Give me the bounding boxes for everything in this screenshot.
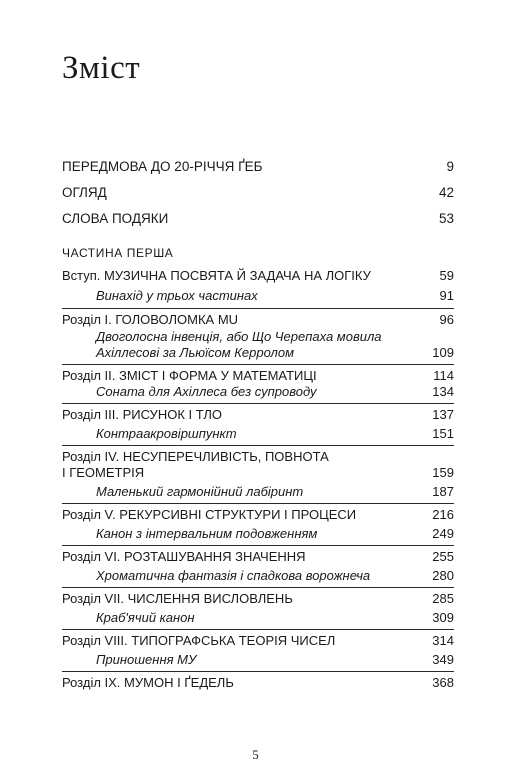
toc-entry-label: Вступ. МУЗИЧНА ПОСВЯТА Й ЗАДАЧА НА ЛОГІКУ (62, 268, 371, 283)
divider (62, 445, 454, 446)
toc-entry-page: 216 (432, 507, 454, 522)
divider (62, 308, 454, 309)
toc-entry-label: ПЕРЕДМОВА ДО 20-РІЧЧЯ ҐЕБ (62, 159, 263, 174)
toc-entry-page: 255 (432, 549, 454, 564)
toc-entry-label: Розділ V. РЕКУРСИВНІ СТРУКТУРИ І ПРОЦЕСИ (62, 507, 357, 522)
page-title: Зміст (62, 50, 141, 86)
toc-entry-label: Ахіллесові за Льюїсом Керролом (96, 345, 294, 360)
toc-entry-label: ОГЛЯД (62, 185, 107, 200)
toc-entry-label: Канон з інтервальним подовженням (96, 526, 318, 541)
toc-entry-page: 159 (432, 465, 454, 480)
toc-entry-page: 42 (438, 185, 454, 200)
toc-entry-label: Розділ VIII. ТИПОГРАФСЬКА ТЕОРІЯ ЧИСЕЛ (62, 633, 336, 648)
toc-entry-page: 285 (432, 591, 454, 606)
toc-entry-page: 109 (432, 345, 454, 360)
toc-entry-label: Розділ VI. РОЗТАШУВАННЯ ЗНАЧЕННЯ (62, 549, 306, 564)
divider (62, 364, 454, 365)
toc-entry-page: 96 (439, 312, 454, 327)
toc-entry-page: 134 (432, 384, 454, 399)
toc-entry-page: 314 (432, 633, 454, 648)
divider (62, 629, 454, 630)
toc-entry-label: Розділ III. РИСУНОК І ТЛО (62, 407, 223, 422)
toc-entry-label: Двоголосна інвенція, або Що Черепаха мовила (96, 329, 382, 344)
toc-entry-page: 280 (432, 568, 454, 583)
toc-entry-label: Краб'ячий канон (96, 610, 195, 625)
toc-entry-label: Соната для Ахіллеса без супроводу (96, 384, 317, 399)
divider (62, 503, 454, 504)
toc-entry-label: Розділ I. ГОЛОВОЛОМКА MU (62, 312, 239, 327)
toc-entry-page: 137 (432, 407, 454, 422)
toc-entry-page: 114 (433, 368, 454, 383)
toc-entry-page: 249 (432, 526, 454, 541)
toc-entry-label: СЛОВА ПОДЯКИ (62, 211, 169, 226)
toc-entry-label: Контраакровіршпункт (96, 426, 237, 441)
toc-entry-label: І ГЕОМЕТРІЯ (62, 465, 145, 480)
divider (62, 403, 454, 404)
toc-entry-page: 349 (432, 652, 454, 667)
toc-entry-label: Розділ IX. МУМОН І ҐЕДЕЛЬ (62, 675, 234, 690)
part-heading: ЧАСТИНА ПЕРША (62, 246, 174, 260)
toc-entry-page: 368 (432, 675, 454, 690)
toc-entry-label: Приношення МУ (96, 652, 197, 667)
toc-entry-page: 53 (438, 211, 454, 226)
divider (62, 587, 454, 588)
divider (62, 671, 454, 672)
toc-entry-label: Розділ II. ЗМІСТ І ФОРМА У МАТЕМАТИЦІ (62, 368, 317, 383)
toc-entry-page: 9 (446, 159, 454, 174)
toc-entry-page: 151 (432, 426, 454, 441)
toc-entry-label: Хроматична фантазія і спадкова ворожнеча (96, 568, 371, 583)
toc-entry-label: Винахід у трьох частинах (96, 288, 258, 303)
divider (62, 545, 454, 546)
toc-entry-page: 309 (432, 610, 454, 625)
toc-entry-label: Розділ VII. ЧИСЛЕННЯ ВИСЛОВЛЕНЬ (62, 591, 293, 606)
toc-entry-page: 91 (439, 288, 454, 303)
toc-entry-page: 187 (432, 484, 454, 499)
toc-entry-label: Розділ IV. НЕСУПЕРЕЧЛИВІСТЬ, ПОВНОТА (62, 449, 329, 464)
toc-entry-page: 59 (439, 268, 454, 283)
page-number: 5 (252, 747, 259, 762)
toc-entry-label: Маленький гармонійний лабіринт (96, 484, 304, 499)
